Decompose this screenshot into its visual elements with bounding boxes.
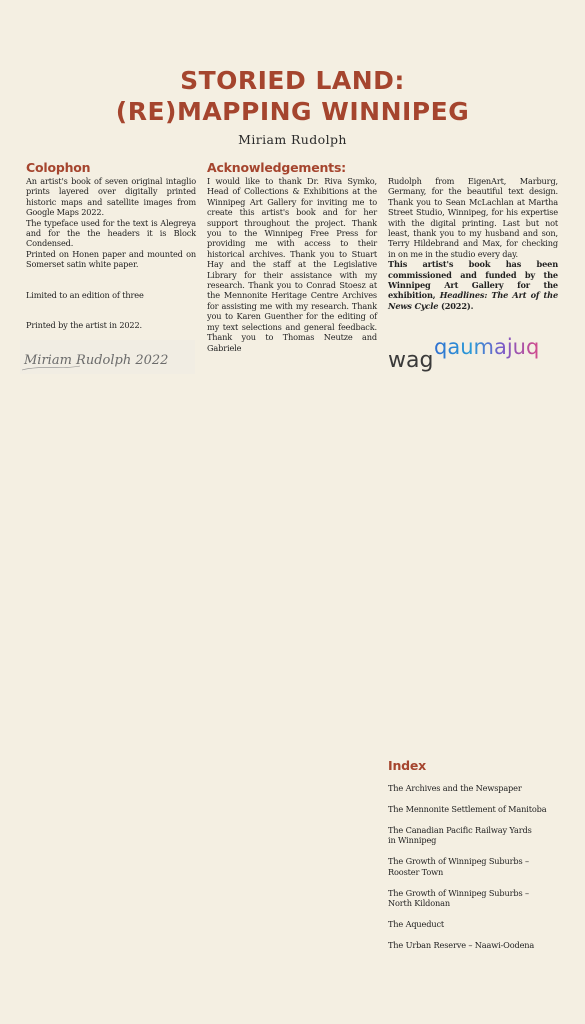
index-item: The Archives and the Newspaper: [388, 783, 522, 793]
title-line-2: (RE)MAPPING WINNIPEG: [115, 97, 470, 126]
acknowledgements-heading: Acknowledgements:: [207, 160, 346, 175]
index-section: [388, 758, 558, 961]
index-item: The Growth of Winnipeg Suburbs – North Kildonan: [388, 887, 529, 909]
edition-note: Limited to an edition of three: [26, 289, 144, 300]
acknowledgements-text: I would like to thank Dr. Riva Symko, Head of Collections & Exhibitions at the Winnipeg Art Gallery for inviting me to create this artist's book and for her support throughout the project. Thank you to the Winnipeg Free Press for providing me with access to their historical archives. Thank you to Stuart Hay and the staff at the Legislative Library for their assistance with my research. Thank you to Conrad Stoesz at the Mennonite Heritage Centre Archives for assisting me with my research. Thank you to Karen Guenther for the editing of my text selections and general feedback. Thank you to Thomas Neutze and Gabriele: [207, 176, 377, 353]
commission-lead: This artist's book has been commissioned and funded by the Winnipeg Art Gallery for the exhibition,: [388, 259, 558, 301]
exhibition-title: Headlines: The Art of the News Cycle: [388, 290, 559, 311]
acknowledgements-text-continued: Rudolph from EigenArt, Marburg, Germany, for the beautiful text design. Thank you to Sean McLachlan at Martha Street Studio, Winnipeg, for his expertise with the digital printing. Last but not least, thank you to my husband and son, Terry Hildebrand and Max, for checking in on me in the studio every day.: [388, 176, 558, 259]
index-item: The Aqueduct: [388, 919, 445, 930]
index-heading: Index: [388, 758, 427, 773]
commission-note: [388, 259, 558, 311]
printed-by-note: Printed by the artist in 2022.: [26, 320, 143, 331]
colophon-paragraph: The typeface used for the text is Alegreya and for the the headers it is Block Condensed.: [26, 217, 196, 249]
colophon-paragraph: An artist's book of seven original intaglio prints layered over digitally printed historic maps and satellite images from Google Maps 2022.: [26, 176, 196, 218]
index-item: The Growth of Winnipeg Suburbs – Rooster Town: [388, 856, 529, 877]
colophon-text: [26, 176, 196, 330]
exhibition-year: (2022).: [440, 300, 474, 311]
author-name: Miriam Rudolph: [238, 132, 347, 147]
title-line-1: STORIED LAND:: [180, 66, 405, 95]
acknowledgements-continued: [388, 176, 558, 311]
signature-text: Miriam Rudolph 2022: [24, 353, 169, 368]
colophon-section: [26, 160, 196, 330]
index-item: The Urban Reserve – Naawi-Oodena: [388, 940, 535, 951]
wag-qaumajuq-logo: [388, 334, 558, 374]
artist-signature: [20, 340, 195, 374]
colophon-heading: Colophon: [26, 160, 91, 175]
index-item: The Canadian Pacific Railway Yards in Winnipeg: [388, 825, 532, 846]
acknowledgements-section: [207, 160, 377, 353]
colophon-paragraph: Printed on Honen paper and mounted on Somerset satin white paper.: [26, 248, 196, 270]
wag-wordmark: wag: [388, 348, 434, 373]
qaumajuq-wordmark: qaumajuq: [434, 335, 540, 359]
index-item: The Mennonite Settlement of Manitoba: [388, 804, 547, 814]
